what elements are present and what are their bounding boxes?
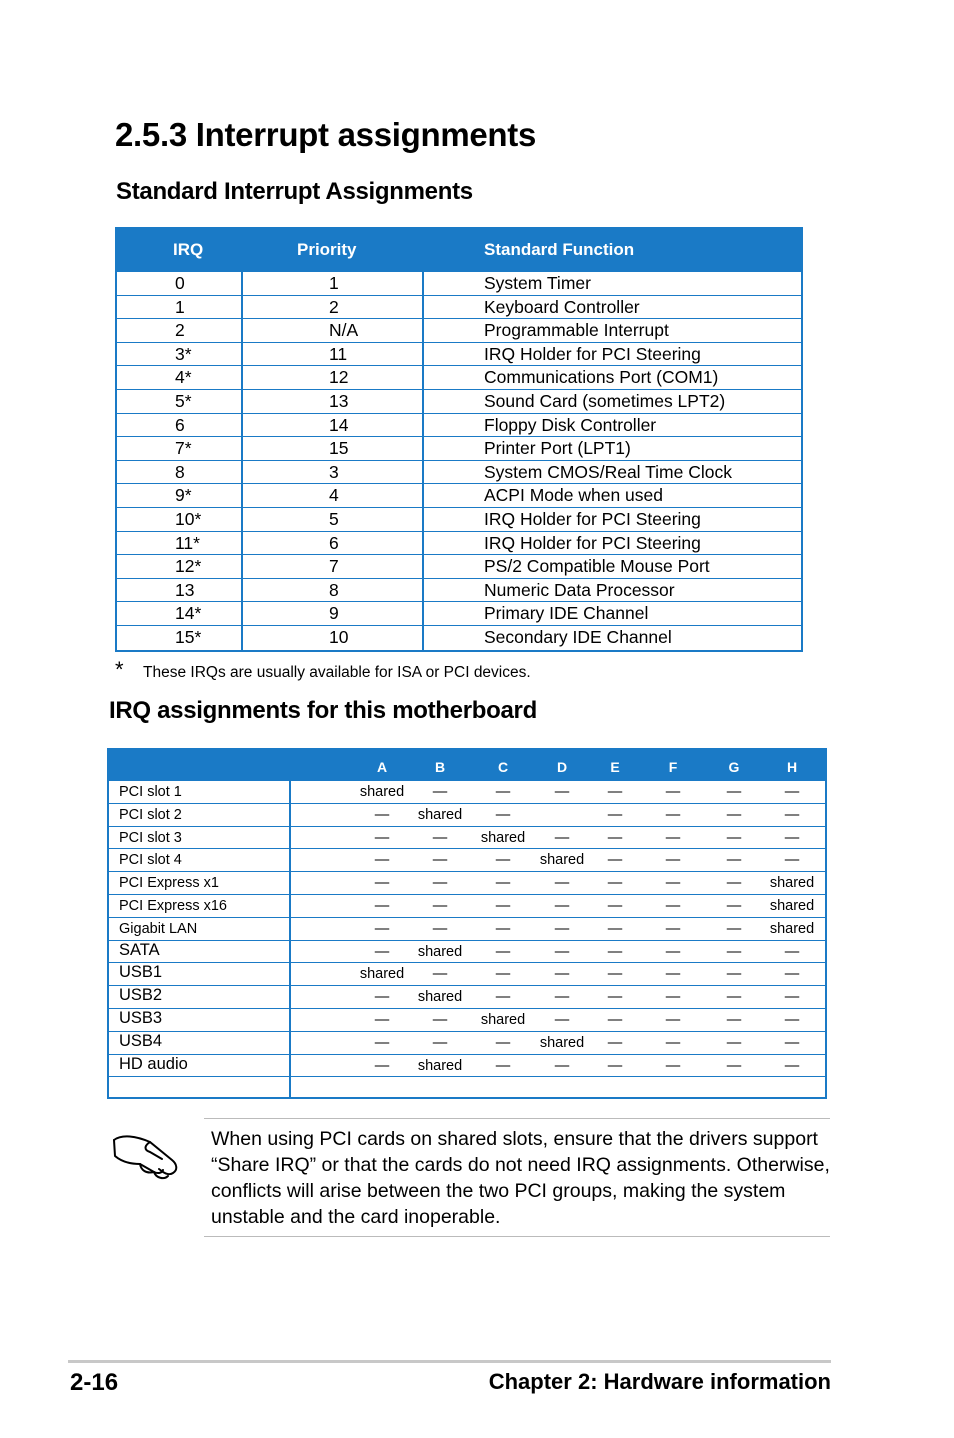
irq-cell: — — [726, 829, 742, 846]
irq-cell: — — [495, 966, 511, 983]
irq-cell: — — [495, 784, 511, 800]
function-cell: Printer Port (LPT1) — [484, 438, 631, 459]
note-text: When using PCI cards on shared slots, ensure that the drivers support “Share IRQ” or that the cards do not need IRQ assignments. Otherwise, conflicts will arise between the two PCI groups, making the system unstable and the card inoperable. — [211, 1128, 830, 1228]
irq-cell: — — [374, 829, 390, 846]
irq-cell: 6 — [175, 414, 185, 435]
irq-cell: shared — [480, 1011, 526, 1028]
irq-cell: — — [607, 966, 623, 983]
irq-cell: — — [665, 852, 681, 869]
device-label: Gigabit LAN — [119, 920, 198, 937]
footnote-marker: * — [115, 657, 124, 682]
table-row — [109, 804, 825, 827]
device-label: PCI Express x1 — [119, 875, 219, 892]
irq-cell: 4* — [175, 367, 192, 388]
irq-cell: — — [374, 989, 390, 1006]
priority-cell: 7 — [329, 556, 339, 577]
function-cell: System Timer — [484, 273, 591, 293]
table-row — [109, 1032, 825, 1055]
irq-cell: — — [784, 852, 800, 869]
irq-cell: — — [784, 1034, 800, 1051]
irq-cell: — — [374, 1057, 390, 1074]
header-column-f: F — [668, 759, 678, 775]
priority-cell: N/A — [329, 320, 359, 341]
irq-cell: — — [784, 1011, 800, 1028]
table-row — [117, 602, 801, 626]
irq-cell: — — [554, 829, 570, 846]
priority-cell: 11 — [329, 343, 348, 364]
device-label: PCI slot 1 — [119, 784, 182, 800]
irq-cell: — — [784, 966, 800, 983]
priority-cell: 14 — [329, 414, 349, 435]
irq-cell: — — [665, 806, 681, 823]
irq-assignments-table — [107, 748, 827, 1099]
irq-cell: — — [607, 852, 623, 869]
priority-cell: 9 — [329, 603, 339, 624]
priority-cell: 12 — [329, 367, 349, 388]
irq-cell: 11* — [175, 532, 200, 553]
table-row — [109, 963, 825, 986]
irq-cell: — — [495, 852, 511, 869]
table-row — [109, 827, 825, 850]
irq-cell: — — [432, 966, 448, 983]
irq-cell: — — [784, 989, 800, 1006]
irq-cell: shared — [417, 1057, 463, 1074]
irq-cell: 3* — [175, 343, 192, 364]
irq-cell: — — [784, 806, 800, 823]
irq-cell: — — [726, 920, 742, 937]
device-label: PCI Express x16 — [119, 897, 227, 914]
function-cell: IRQ Holder for PCI Steering — [484, 532, 701, 553]
irq-cell: — — [374, 1034, 390, 1051]
irq-cell: — — [554, 875, 570, 892]
irq-cell: 14* — [175, 603, 202, 624]
page-number: 2-16 — [70, 1369, 119, 1396]
irq-cell: — — [607, 920, 623, 937]
table-row — [117, 437, 801, 461]
note-bottom-rule — [204, 1236, 830, 1237]
irq-cell: shared — [769, 897, 815, 914]
irq-cell: — — [374, 852, 390, 869]
device-label: HD audio — [119, 1054, 188, 1073]
function-cell: IRQ Holder for PCI Steering — [484, 508, 701, 529]
irq-cell: — — [554, 966, 570, 983]
irq-cell: — — [665, 1034, 681, 1051]
irq-cell: shared — [769, 920, 815, 937]
function-cell: Sound Card (sometimes LPT2) — [484, 390, 726, 411]
irq-cell: — — [432, 784, 448, 800]
irq-cell: — — [554, 989, 570, 1006]
irq-cell: shared — [417, 943, 463, 960]
priority-cell: 4 — [329, 485, 339, 506]
header-irq: IRQ — [173, 240, 204, 259]
function-cell: Floppy Disk Controller — [484, 414, 657, 435]
priority-cell: 13 — [329, 390, 349, 411]
irq-cell: shared — [539, 1034, 585, 1051]
priority-cell: 2 — [329, 296, 339, 317]
irq-cell: — — [607, 875, 623, 892]
irq-cell: — — [784, 784, 800, 800]
table-row — [117, 532, 801, 556]
table-row — [117, 555, 801, 579]
irq-cell: shared — [417, 989, 463, 1006]
device-label: USB3 — [119, 1008, 163, 1027]
priority-cell: 10 — [329, 626, 349, 647]
irq-cell: — — [665, 920, 681, 937]
device-label: SATA — [119, 940, 160, 959]
function-cell: ACPI Mode when used — [484, 485, 663, 506]
header-column-a: A — [376, 759, 388, 775]
irq-cell: — — [432, 897, 448, 914]
irq-cell: — — [784, 943, 800, 960]
table-row — [117, 626, 801, 650]
irq-cell: 13 — [175, 579, 195, 600]
priority-cell: 15 — [329, 438, 349, 459]
priority-cell: 5 — [329, 508, 339, 529]
table-row — [117, 414, 801, 438]
standard-interrupt-heading: Standard Interrupt Assignments — [116, 178, 473, 205]
irq-cell: shared — [359, 784, 405, 800]
priority-cell: 3 — [329, 461, 339, 482]
hand-note-icon — [110, 1126, 182, 1189]
irq-cell: — — [495, 875, 511, 892]
irq-cell: 15* — [175, 626, 202, 647]
priority-cell: 6 — [329, 532, 339, 553]
irq-cell: — — [495, 943, 511, 960]
irq-cell: 9* — [175, 485, 192, 506]
table-row — [117, 366, 801, 390]
irq-cell: — — [665, 875, 681, 892]
irq-cell: — — [726, 875, 742, 892]
irq-cell: — — [665, 897, 681, 914]
irq-cell: — — [432, 875, 448, 892]
irq-cell: — — [665, 966, 681, 983]
irq-cell: — — [726, 1034, 742, 1051]
irq-cell: — — [726, 784, 742, 800]
irq-cell: — — [554, 897, 570, 914]
irq-cell: — — [554, 920, 570, 937]
table-row — [109, 941, 825, 964]
table-row — [109, 986, 825, 1009]
table-row — [117, 343, 801, 367]
device-label: PCI slot 2 — [119, 806, 182, 823]
standard-interrupt-table — [115, 227, 803, 652]
irq-cell: — — [374, 897, 390, 914]
irq-cell: — — [607, 784, 623, 800]
function-cell: Primary IDE Channel — [484, 603, 649, 624]
priority-cell: 1 — [329, 273, 339, 293]
irq-cell: — — [495, 1034, 511, 1051]
device-label: PCI slot 4 — [119, 852, 182, 869]
irq-cell: — — [607, 943, 623, 960]
function-cell: Numeric Data Processor — [484, 579, 675, 600]
footnote-text: These IRQs are usually available for ISA or PCI devices. — [143, 664, 531, 681]
table-row — [109, 849, 825, 872]
table-row — [117, 484, 801, 508]
irq-cell: — — [432, 829, 448, 846]
function-cell: PS/2 Compatible Mouse Port — [484, 556, 710, 577]
table-row — [117, 319, 801, 343]
irq-cell: — — [726, 966, 742, 983]
irq-table-body — [109, 781, 825, 1097]
standard-table-body — [117, 270, 801, 650]
irq-cell: — — [607, 989, 623, 1006]
irq-cell: shared — [359, 966, 405, 983]
priority-cell: 8 — [329, 579, 339, 600]
irq-table-header — [109, 750, 825, 781]
irq-cell: — — [607, 1057, 623, 1074]
irq-cell: 10* — [175, 508, 202, 529]
irq-cell: 0 — [175, 273, 185, 293]
device-label: USB4 — [119, 1031, 163, 1050]
footer-rule — [68, 1360, 831, 1363]
irq-cell: — — [784, 1057, 800, 1074]
function-cell: System CMOS/Real Time Clock — [484, 461, 732, 482]
irq-cell: — — [665, 943, 681, 960]
irq-cell: — — [607, 806, 623, 823]
irq-cell: — — [665, 784, 681, 800]
header-column-c: C — [497, 759, 509, 775]
irq-cell: 8 — [175, 461, 185, 482]
irq-cell: 2 — [175, 320, 185, 341]
irq-cell: 5* — [175, 390, 192, 411]
header-column-h: H — [786, 759, 798, 775]
header-column-d: D — [556, 759, 568, 775]
function-cell: Communications Port (COM1) — [484, 367, 719, 388]
irq-cell: — — [607, 1034, 623, 1051]
table-row — [117, 508, 801, 532]
irq-cell: — — [726, 1057, 742, 1074]
irq-cell: 1 — [175, 296, 185, 317]
irq-cell: — — [432, 852, 448, 869]
irq-cell: — — [607, 829, 623, 846]
irq-cell: — — [726, 897, 742, 914]
irq-cell: — — [554, 943, 570, 960]
chapter-title: Chapter 2: Hardware information — [488, 1369, 831, 1394]
irq-cell: — — [495, 920, 511, 937]
header-column-b: B — [434, 759, 446, 775]
irq-cell: shared — [539, 852, 585, 869]
function-cell: IRQ Holder for PCI Steering — [484, 343, 701, 364]
irq-assignments-heading: IRQ assignments for this motherboard — [109, 697, 537, 724]
irq-cell: — — [726, 806, 742, 823]
irq-cell: — — [726, 852, 742, 869]
table-row — [117, 296, 801, 320]
table-row — [117, 390, 801, 414]
table-row — [117, 272, 801, 296]
irq-cell: — — [607, 1011, 623, 1028]
irq-cell: — — [374, 920, 390, 937]
irq-cell: — — [495, 897, 511, 914]
irq-cell: — — [554, 1057, 570, 1074]
irq-cell: — — [374, 943, 390, 960]
table-row — [109, 781, 825, 804]
irq-cell: — — [665, 829, 681, 846]
irq-cell: — — [726, 989, 742, 1006]
table-row — [109, 1009, 825, 1032]
table-row — [109, 1055, 825, 1078]
irq-cell: — — [432, 1011, 448, 1028]
table-row — [109, 872, 825, 895]
function-cell: Secondary IDE Channel — [484, 626, 672, 647]
irq-cell: 12* — [175, 556, 202, 577]
device-label: USB2 — [119, 986, 163, 1005]
irq-cell: — — [495, 1057, 511, 1074]
irq-cell: — — [374, 806, 390, 823]
table-row — [109, 918, 825, 941]
irq-cell: — — [665, 989, 681, 1006]
irq-cell: — — [554, 1011, 570, 1028]
irq-cell: — — [784, 829, 800, 846]
irq-cell: shared — [417, 806, 463, 823]
device-label: PCI slot 3 — [119, 829, 182, 846]
table-row — [109, 895, 825, 918]
irq-cell: — — [665, 1057, 681, 1074]
irq-cell: — — [726, 943, 742, 960]
irq-cell: — — [554, 784, 570, 800]
section-title: 2.5.3 Interrupt assignments — [115, 116, 537, 153]
irq-cell: — — [432, 920, 448, 937]
header-standard-function: Standard Function — [484, 240, 635, 259]
irq-cell: shared — [480, 829, 526, 846]
irq-cell: — — [495, 989, 511, 1006]
irq-cell: — — [607, 897, 623, 914]
function-cell: Programmable Interrupt — [484, 320, 669, 341]
standard-table-header — [117, 229, 801, 270]
irq-cell: 7* — [175, 438, 192, 459]
table-row — [117, 461, 801, 485]
header-column-g: G — [728, 759, 740, 775]
device-label: USB1 — [119, 963, 163, 982]
table-row — [117, 579, 801, 603]
note-top-rule — [204, 1118, 830, 1119]
irq-cell: — — [374, 875, 390, 892]
table-row-empty — [109, 1077, 825, 1097]
header-priority: Priority — [297, 240, 357, 259]
irq-cell: — — [374, 1011, 390, 1028]
irq-cell: — — [495, 806, 511, 823]
function-cell: Keyboard Controller — [484, 296, 640, 317]
irq-cell: shared — [769, 875, 815, 892]
irq-cell: — — [665, 1011, 681, 1028]
irq-cell: — — [432, 1034, 448, 1051]
irq-cell: — — [726, 1011, 742, 1028]
header-column-e: E — [610, 759, 620, 775]
